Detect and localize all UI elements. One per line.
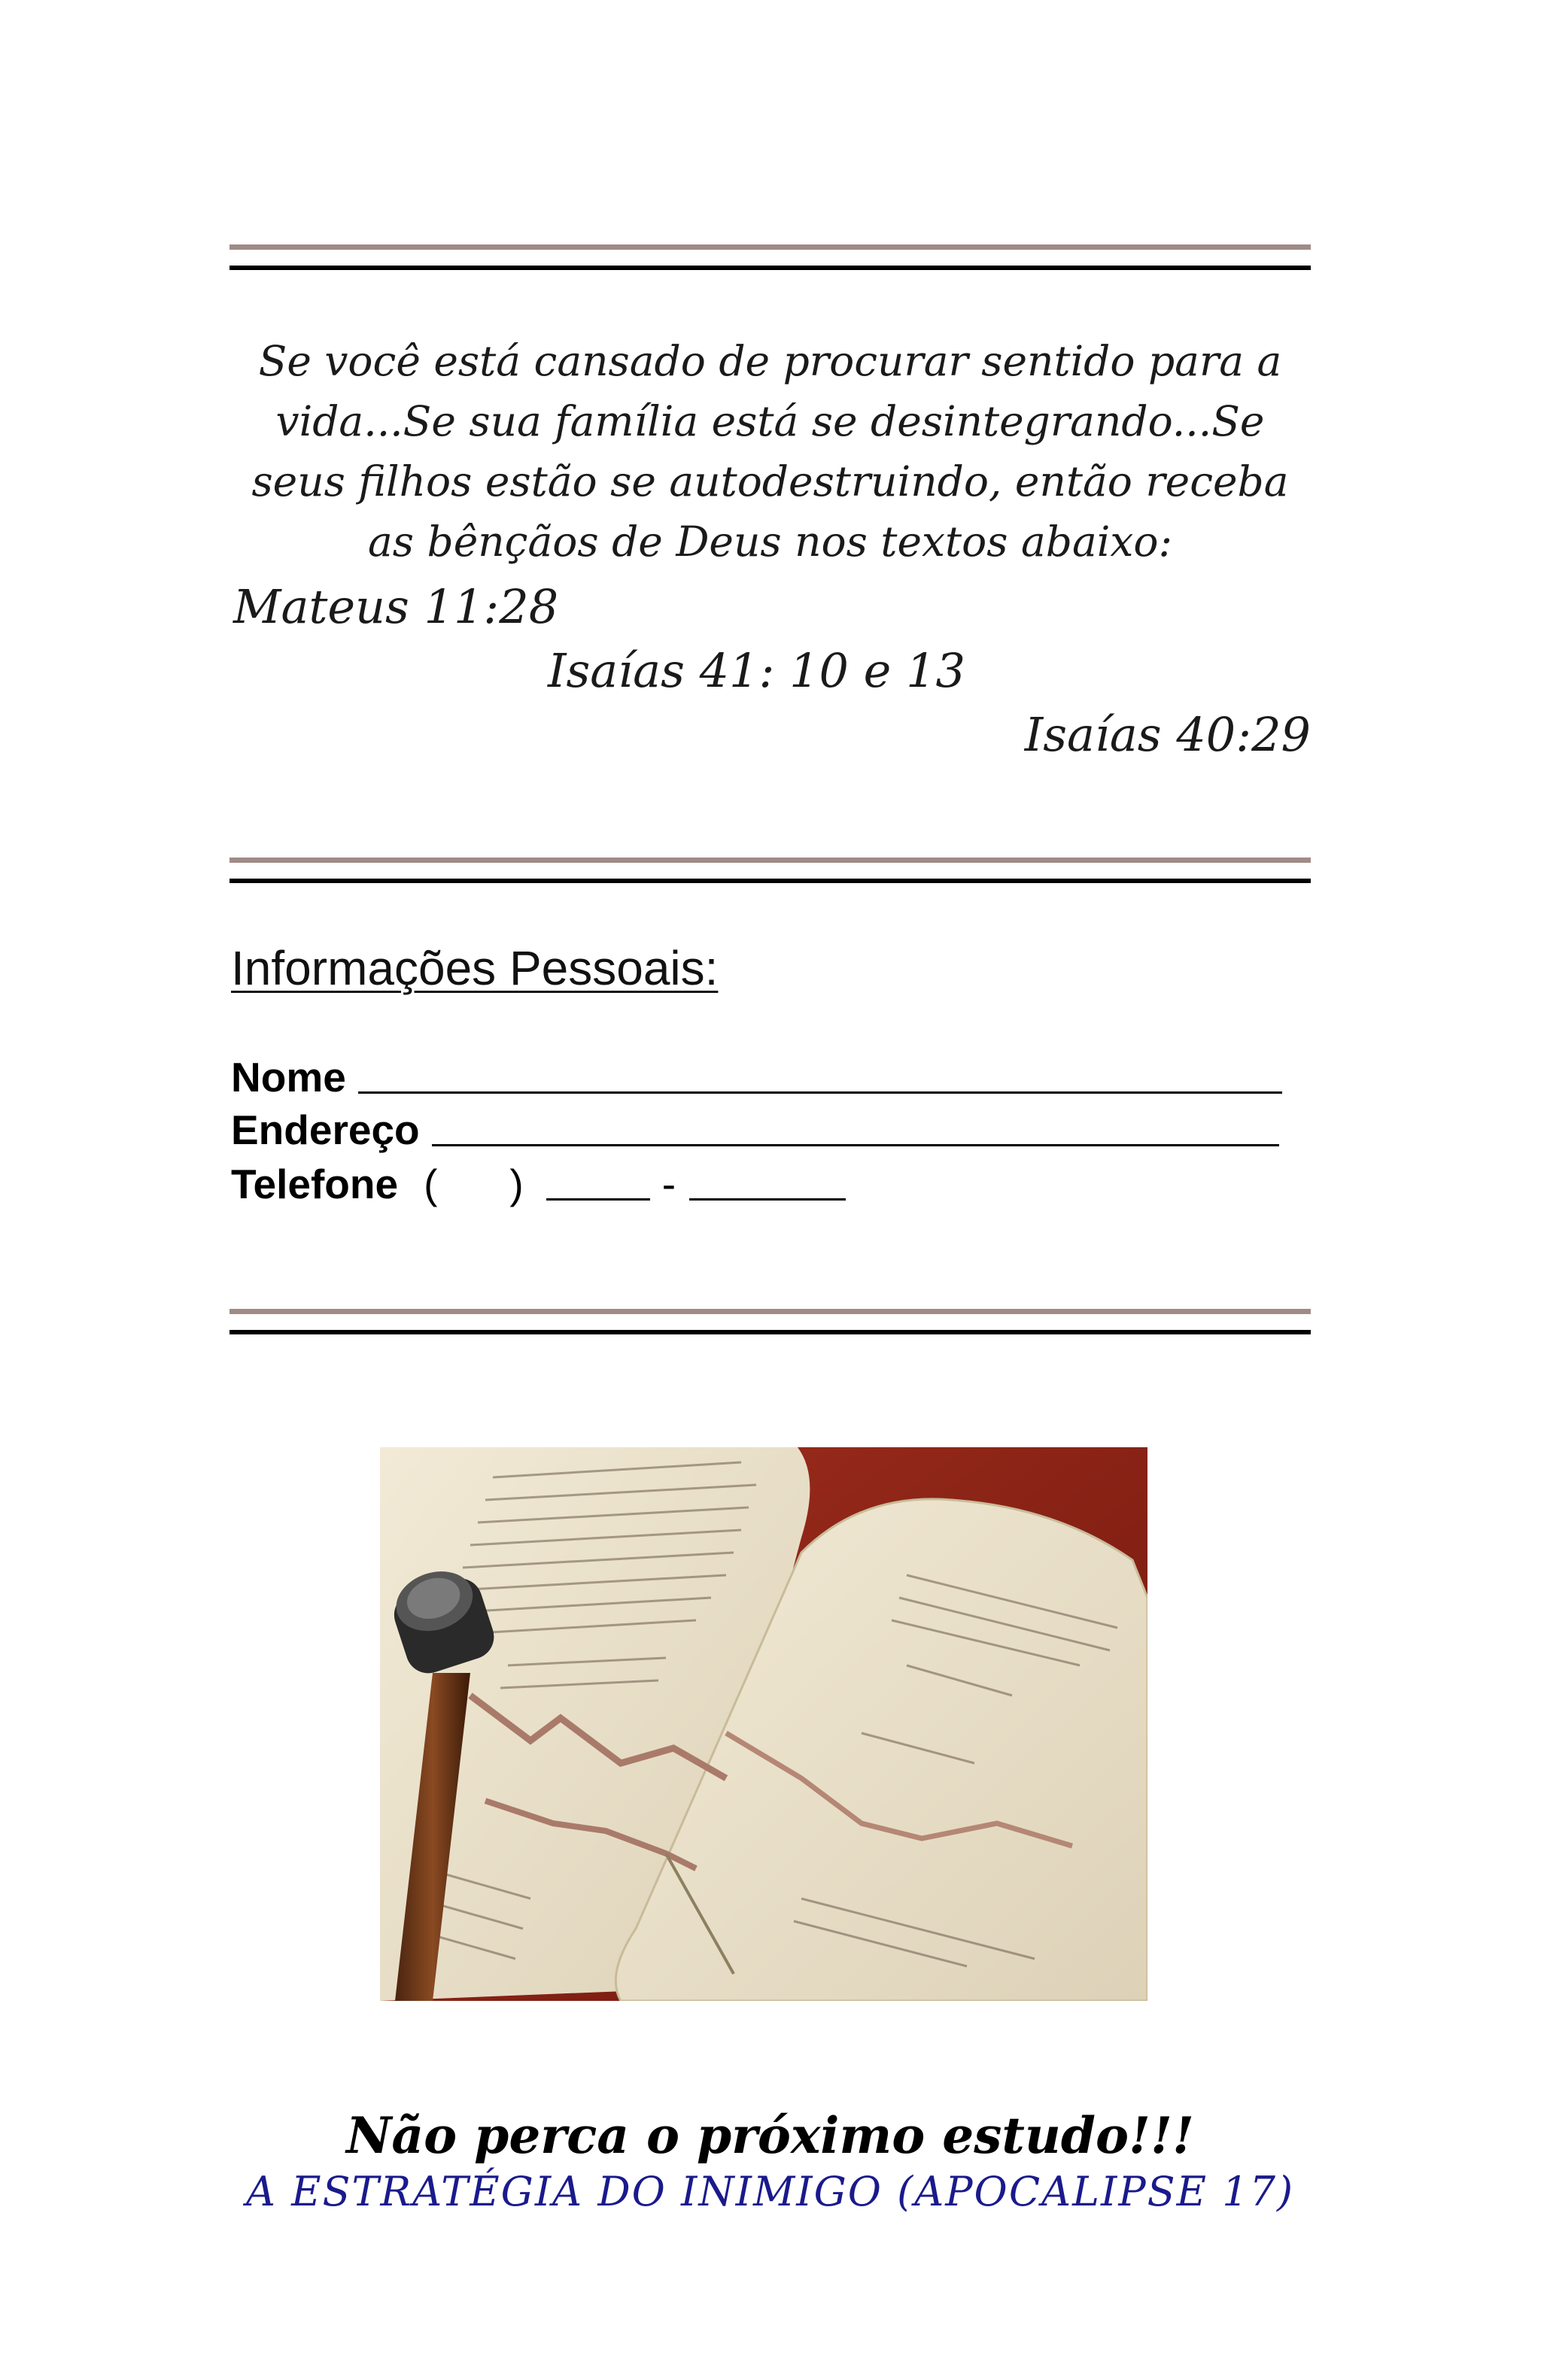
phone-number-blank[interactable] — [689, 1198, 846, 1201]
next-study-subtitle: A ESTRATÉGIA DO INIMIGO (APOCALIPSE 17) — [245, 2168, 1295, 2215]
name-field[interactable] — [231, 1053, 1282, 1101]
phone-area-close: ) — [509, 1161, 524, 1207]
divider-middle — [229, 858, 1311, 883]
scripture-reference-isaias-41: Isaías 41: 10 e 13 — [548, 643, 965, 698]
next-study-headline: Não perca o próximo estudo!!! — [346, 2106, 1194, 2165]
phone-area-open: ( — [424, 1161, 438, 1207]
name-blank-line[interactable] — [358, 1091, 1282, 1094]
broken-tablets-image — [380, 1447, 1147, 2001]
personal-info-title: Informações Pessoais: — [231, 941, 719, 995]
intro-paragraph: Se você está cansado de procurar sentido para a vida...Se sua família está se desintegrando...Se seus filhos estão se autodestruindo, então receba as bênçãos de Deus nos textos abaixo: — [251, 337, 1289, 566]
phone-dash: - — [661, 1161, 676, 1207]
divider-bottom — [229, 1309, 1311, 1334]
phone-field[interactable] — [231, 1160, 846, 1208]
scripture-reference-mateus: Mateus 11:28 — [233, 579, 559, 634]
phone-prefix-blank[interactable] — [546, 1198, 650, 1201]
address-label: Endereço — [231, 1107, 420, 1153]
address-field[interactable] — [231, 1106, 1279, 1154]
phone-label: Telefone — [231, 1161, 399, 1207]
name-label: Nome — [231, 1054, 346, 1100]
address-blank-line[interactable] — [432, 1144, 1279, 1146]
divider-top — [229, 244, 1311, 270]
broken-tablets-illustration — [380, 1447, 1147, 2001]
scripture-reference-isaias-40: Isaías 40:29 — [1024, 707, 1311, 762]
